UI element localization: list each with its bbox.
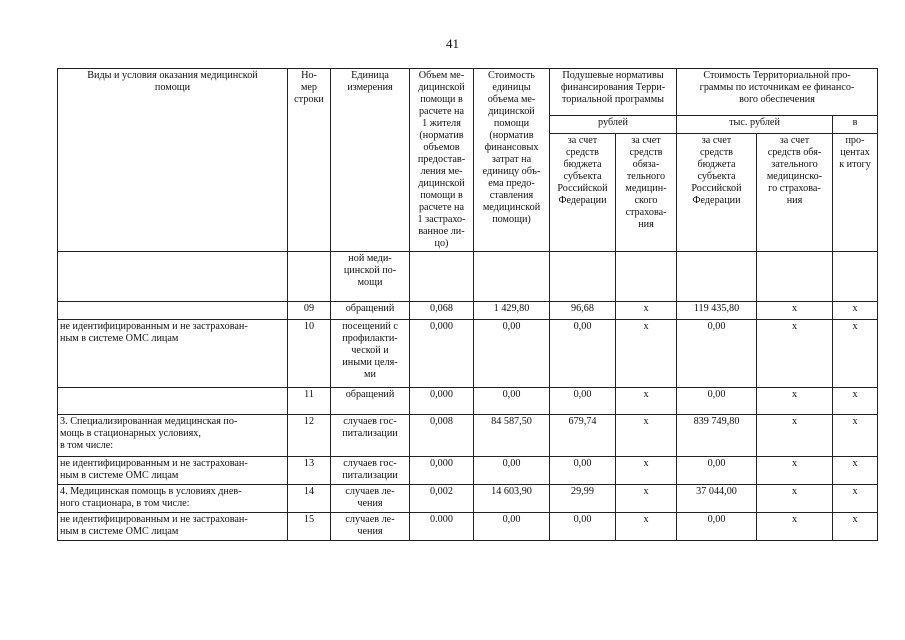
cell-tc-budget: 37 044,00 bbox=[677, 485, 757, 513]
cell-tc-oms: x bbox=[757, 457, 833, 485]
cell-pc-oms: x bbox=[616, 513, 677, 541]
cell-cost bbox=[474, 252, 550, 302]
cell-line: 15 bbox=[288, 513, 331, 541]
cell-pct bbox=[833, 252, 878, 302]
cell-pc-budget: 0,00 bbox=[550, 457, 616, 485]
cell-tc-oms: x bbox=[757, 415, 833, 457]
cell-cost: 0,00 bbox=[474, 513, 550, 541]
cell-pc-oms: x bbox=[616, 415, 677, 457]
table-row bbox=[58, 457, 878, 485]
cell-pc-oms: x bbox=[616, 320, 677, 388]
header-pct: про- центах к итогу bbox=[833, 133, 878, 251]
cell-pc-budget bbox=[550, 252, 616, 302]
cell-pc-budget: 96,68 bbox=[550, 302, 616, 320]
cell-volume: 0,008 bbox=[410, 415, 474, 457]
header-pc-budget: за счет средств бюджета субъекта Российской Федерации bbox=[550, 133, 616, 251]
cell-pc-oms: x bbox=[616, 485, 677, 513]
cell-line: 11 bbox=[288, 388, 331, 415]
cell-pct: x bbox=[833, 513, 878, 541]
cell-tc-budget: 0,00 bbox=[677, 513, 757, 541]
cell-type bbox=[58, 388, 288, 415]
cell-volume bbox=[410, 252, 474, 302]
header-line-number: Но- мер строки bbox=[288, 69, 331, 252]
cell-tc-oms: x bbox=[757, 388, 833, 415]
header-tc-oms: за счет средств обя- зательного медицинско- го страхова- ния bbox=[757, 133, 833, 251]
cell-volume: 0,068 bbox=[410, 302, 474, 320]
cell-pc-oms: x bbox=[616, 388, 677, 415]
cell-unit: случаев гос- питализации bbox=[331, 415, 410, 457]
cell-type bbox=[58, 302, 288, 320]
table-row bbox=[58, 415, 878, 457]
header-volume: Объем ме- дицинской помощи в расчете на 1 жителя (норматив объемов предостав- ления ме- дицинской помощи в расчете на 1 застрахо- ванное ли- цо) bbox=[410, 69, 474, 252]
cell-type: не идентифицированным и не застрахован- ным в системе ОМС лицам bbox=[58, 513, 288, 541]
cell-tc-budget: 0,00 bbox=[677, 388, 757, 415]
cell-line: 12 bbox=[288, 415, 331, 457]
cell-type: не идентифицированным и не застрахован- ным в системе ОМС лицам bbox=[58, 457, 288, 485]
header-percent: в bbox=[833, 115, 878, 133]
cell-line: 10 bbox=[288, 320, 331, 388]
table-row bbox=[58, 302, 878, 320]
header-type: Виды и условия оказания медицинской помощи bbox=[58, 69, 288, 252]
table-row bbox=[58, 485, 878, 513]
cell-tc-budget: 0,00 bbox=[677, 457, 757, 485]
cell-unit: ной меди- цинской по- мощи bbox=[331, 252, 410, 302]
cell-type: не идентифицированным и не застрахован- ным в системе ОМС лицам bbox=[58, 320, 288, 388]
cell-line bbox=[288, 252, 331, 302]
cell-tc-budget: 0,00 bbox=[677, 320, 757, 388]
cell-pct: x bbox=[833, 415, 878, 457]
cell-pct: x bbox=[833, 388, 878, 415]
cell-tc-budget: 119 435,80 bbox=[677, 302, 757, 320]
page-number: 41 bbox=[446, 36, 459, 51]
cell-pc-budget: 0,00 bbox=[550, 513, 616, 541]
cell-pc-budget: 29,99 bbox=[550, 485, 616, 513]
cell-line: 14 bbox=[288, 485, 331, 513]
cell-pc-oms: x bbox=[616, 302, 677, 320]
table-row bbox=[58, 252, 878, 302]
header-total-cost: Стоимость Территориальной про- граммы по источникам ее финансо- вого обеспечения bbox=[677, 69, 878, 116]
header-per-capita: Подушевые нормативы финансирования Терри- ториальной программы bbox=[550, 69, 677, 116]
cell-pct: x bbox=[833, 320, 878, 388]
header-unit-thousand-rub: тыс. рублей bbox=[677, 115, 833, 133]
cell-volume: 0.000 bbox=[410, 513, 474, 541]
cell-pc-oms bbox=[616, 252, 677, 302]
cell-volume: 0,000 bbox=[410, 457, 474, 485]
cell-pct: x bbox=[833, 485, 878, 513]
cell-unit: случаев ле- чения bbox=[331, 513, 410, 541]
cell-cost: 14 603,90 bbox=[474, 485, 550, 513]
cell-cost: 1 429,80 bbox=[474, 302, 550, 320]
cell-volume: 0,002 bbox=[410, 485, 474, 513]
cell-pc-budget: 0,00 bbox=[550, 320, 616, 388]
cell-type: 3. Специализированная медицинская по- мощь в стационарных условиях, в том числе: bbox=[58, 415, 288, 457]
cell-tc-oms: x bbox=[757, 320, 833, 388]
table-row bbox=[58, 320, 878, 388]
cell-cost: 84 587,50 bbox=[474, 415, 550, 457]
header-row bbox=[58, 69, 878, 116]
cell-pc-oms: x bbox=[616, 457, 677, 485]
cell-unit: обращений bbox=[331, 388, 410, 415]
cell-line: 13 bbox=[288, 457, 331, 485]
header-unit-cost: Стоимость единицы объема ме- дицинской помощи (норматив финансовых затрат на единицу объ- ема предо- ставления медицинской помощи) bbox=[474, 69, 550, 252]
cell-type: 4. Медицинская помощь в условиях днев- ного стационара, в том числе: bbox=[58, 485, 288, 513]
cell-pc-budget: 679,74 bbox=[550, 415, 616, 457]
table-row bbox=[58, 388, 878, 415]
cell-pct: x bbox=[833, 457, 878, 485]
cell-tc-oms: x bbox=[757, 485, 833, 513]
cell-line: 09 bbox=[288, 302, 331, 320]
cell-tc-oms bbox=[757, 252, 833, 302]
header-unit-rub: рублей bbox=[550, 115, 677, 133]
cell-tc-budget: 839 749,80 bbox=[677, 415, 757, 457]
cell-volume: 0,000 bbox=[410, 388, 474, 415]
cell-pc-budget: 0,00 bbox=[550, 388, 616, 415]
cell-pct: x bbox=[833, 302, 878, 320]
cell-type bbox=[58, 252, 288, 302]
cell-cost: 0,00 bbox=[474, 388, 550, 415]
cell-unit: посещений с профилакти- ческой и иными целя- ми bbox=[331, 320, 410, 388]
cell-tc-budget bbox=[677, 252, 757, 302]
cell-cost: 0,00 bbox=[474, 457, 550, 485]
cell-tc-oms: x bbox=[757, 302, 833, 320]
header-pc-oms: за счет средств обяза- тельного медицин- ского страхова- ния bbox=[616, 133, 677, 251]
cell-unit: случаев ле- чения bbox=[331, 485, 410, 513]
cell-cost: 0,00 bbox=[474, 320, 550, 388]
cell-volume: 0,000 bbox=[410, 320, 474, 388]
medical-care-table bbox=[57, 68, 878, 541]
header-tc-budget: за счет средств бюджета субъекта Российской Федерации bbox=[677, 133, 757, 251]
table-row bbox=[58, 513, 878, 541]
cell-tc-oms: x bbox=[757, 513, 833, 541]
cell-unit: обращений bbox=[331, 302, 410, 320]
cell-unit: случаев гос- питализации bbox=[331, 457, 410, 485]
header-unit: Единица измерения bbox=[331, 69, 410, 252]
